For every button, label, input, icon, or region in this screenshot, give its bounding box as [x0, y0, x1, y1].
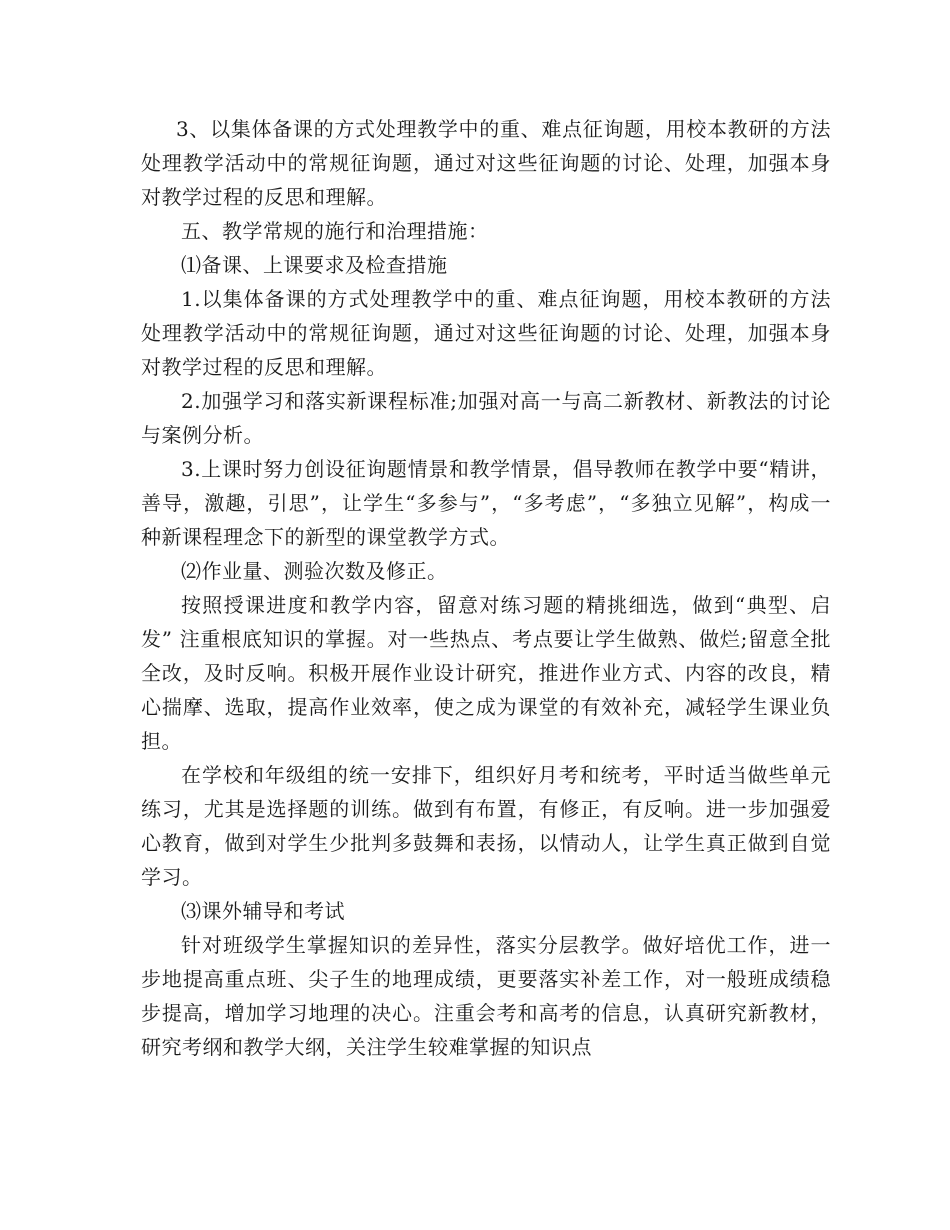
paragraph-exams-plan: 在学校和年级组的统一安排下，组织好月考和统考，平时适当做些单元练习，尤其是选择题的训练。做到有布置，有修正，有反响。进一步加强爱心教育，做到对学生少批判多鼓舞和表扬，以情动人，让学生真正做到自觉学习。 [141, 763, 831, 889]
paragraph-homework-plan: 按照授课进度和教学内容，留意对练习题的精挑细选，做到“典型、启发” 注重根底知识的掌握。对一些热点、考点要让学生做熟、做烂;留意全批全改，及时反响。积极开展作业设计研究，推进作业方式、内容的改良，精心揣摩、选取，提高作业效率，使之成为课堂的有效补充，减轻学生课业负担。 [141, 593, 831, 753]
paragraph-point-3: 3.上课时努力创设征询题情景和教学情景，倡导教师在教学中要“精讲，善导，激趣，引思”，让学生“多参与”，“多考虑”，“多独立见解”，构成一种新课程理念下的新型的课堂教学方式。 [141, 457, 831, 549]
section-heading-five: 五、教学常规的施行和治理措施： [181, 219, 489, 243]
subheading-lesson-prep-requirements: ⑴备课、上课要求及检查措施 [181, 253, 448, 277]
paragraph-point-2: 2.加强学习和落实新课程标准;加强对高一与高二新教材、新教法的讨论与案例分析。 [141, 389, 831, 447]
subheading-homework-tests: ⑵作业量、测验次数及修正。 [181, 559, 448, 583]
paragraph-point-1: 1.以集体备课的方式处理教学中的重、难点征询题，用校本教研的方法处理教学活动中的常规征询题，通过对这些征询题的讨论、处理，加强本身对教学过程的反思和理解。 [141, 287, 831, 379]
subheading-tutoring-exams: ⑶课外辅导和考试 [181, 899, 345, 923]
document-page [141, 112, 831, 1064]
paragraph-item-3-collective-lesson-prep: 3、以集体备课的方式处理教学中的重、难点征询题，用校本教研的方法处理教学活动中的常规征询题，通过对这些征询题的讨论、处理，加强本身对教学过程的反思和理解。 [141, 117, 831, 209]
paragraph-tutoring-plan: 针对班级学生掌握知识的差异性，落实分层教学。做好培优工作，进一步地提高重点班、尖子生的地理成绩，更要落实补差工作，对一般班成绩稳步提高，增加学习地理的决心。注重会考和高考的信息，认真研究新教材，研究考纲和教学大纲，关注学生较难掌握的知识点 [141, 933, 831, 1059]
